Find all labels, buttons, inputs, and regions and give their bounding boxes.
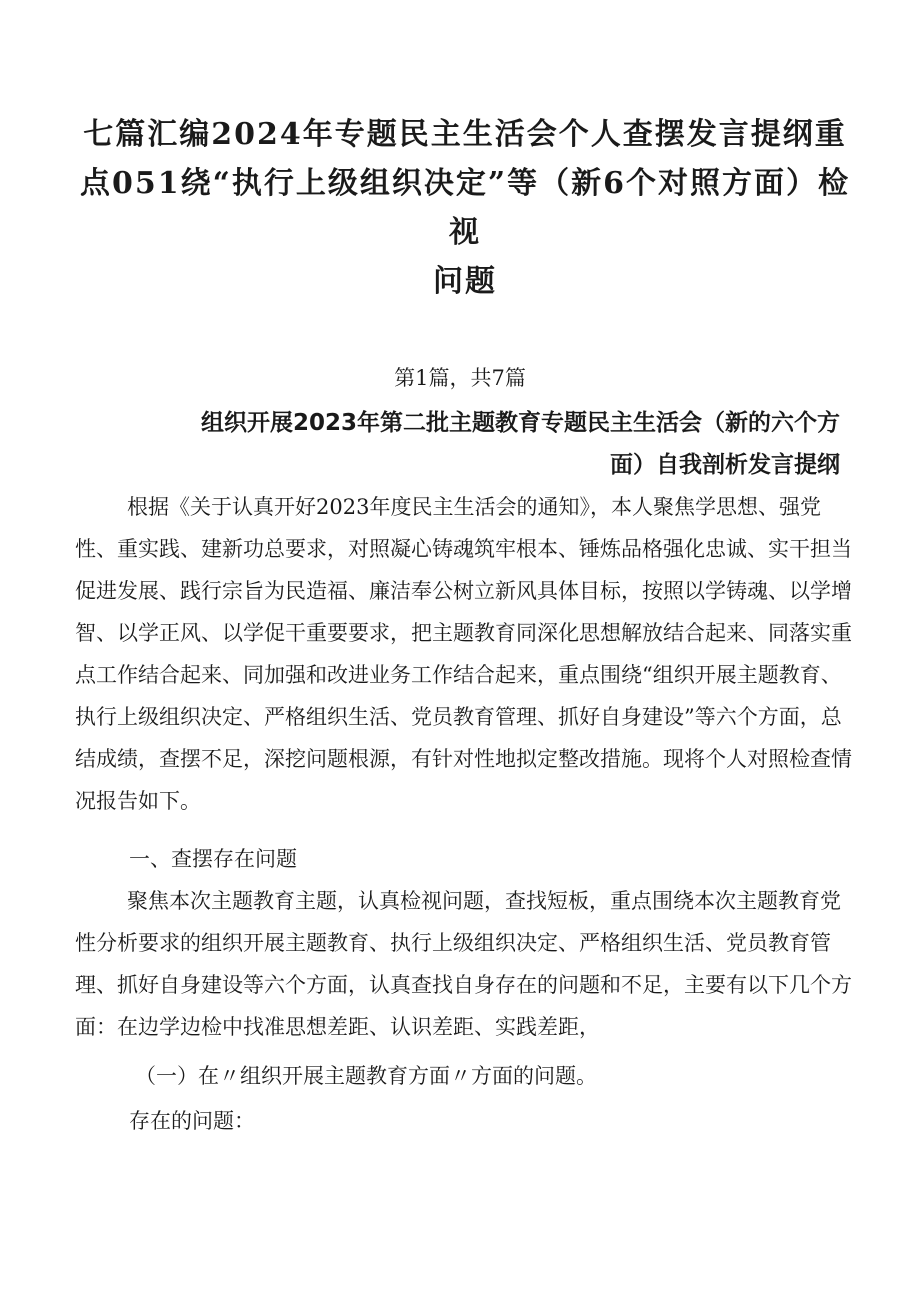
section-heading-1: 一、查摆存在问题 xyxy=(129,847,297,871)
subtitle-line-1: 组织开展2023年第二批主题教育专题民主生活会（新的六个方 xyxy=(200,410,840,436)
article-subtitle xyxy=(150,402,840,486)
subtitle-line-2: 面）自我剖析发言提纲 xyxy=(610,452,840,478)
title-line-2: 点051绕“执行上级组织决定”等（新6个对照方面）检 xyxy=(80,166,851,201)
title-line-4: 问题 xyxy=(433,264,497,299)
focus-paragraph: 聚焦本次主题教育主题，认真检视问题，查找短板，重点围绕本次主题教育党性分析要求的组织开展主题教育、执行上级组织决定、严格组织生活、党员教育管理、抓好自身建设等六个方面，认真查找自身存在的问题和不足，主要有以下几个方面：在边学边检中找准思想差距、认识差距、实践差距， xyxy=(75,889,852,1039)
intro-paragraph: 根据《关于认真开好2023年度民主生活会的通知》，本人聚焦学思想、强党性、重实践、建新功总要求，对照凝心铸魂筑牢根本、锤炼品格强化忠诚、实干担当促进发展、践行宗旨为民造福、廉洁奉公树立新风具体目标，按照以学铸魂、以学增智、以学正风、以学促干重要要求，把主题教育同深化思想解放结合起来、同落实重点工作结合起来、同加强和改进业务工作结合起来，重点围绕“组织开展主题教育、执行上级组织决定、严格组织生活、党员教育管理、抓好自身建设”等六个方面，总结成绩，查摆不足，深挖问题根源，有针对性地拟定整改措施。现将个人对照检查情况报告如下。 xyxy=(75,495,852,813)
subsection-heading: （一）在〃组织开展主题教育方面〃方面的问题。 xyxy=(135,1064,597,1088)
title-line-3: 视 xyxy=(449,215,481,250)
problems-label: 存在的问题： xyxy=(129,1109,255,1133)
document-title xyxy=(80,110,850,306)
title-line-1: 七篇汇编2024年专题民主生活会个人查摆发言提纲重 xyxy=(83,117,847,152)
article-counter: 第1篇，共7篇 xyxy=(394,366,526,390)
